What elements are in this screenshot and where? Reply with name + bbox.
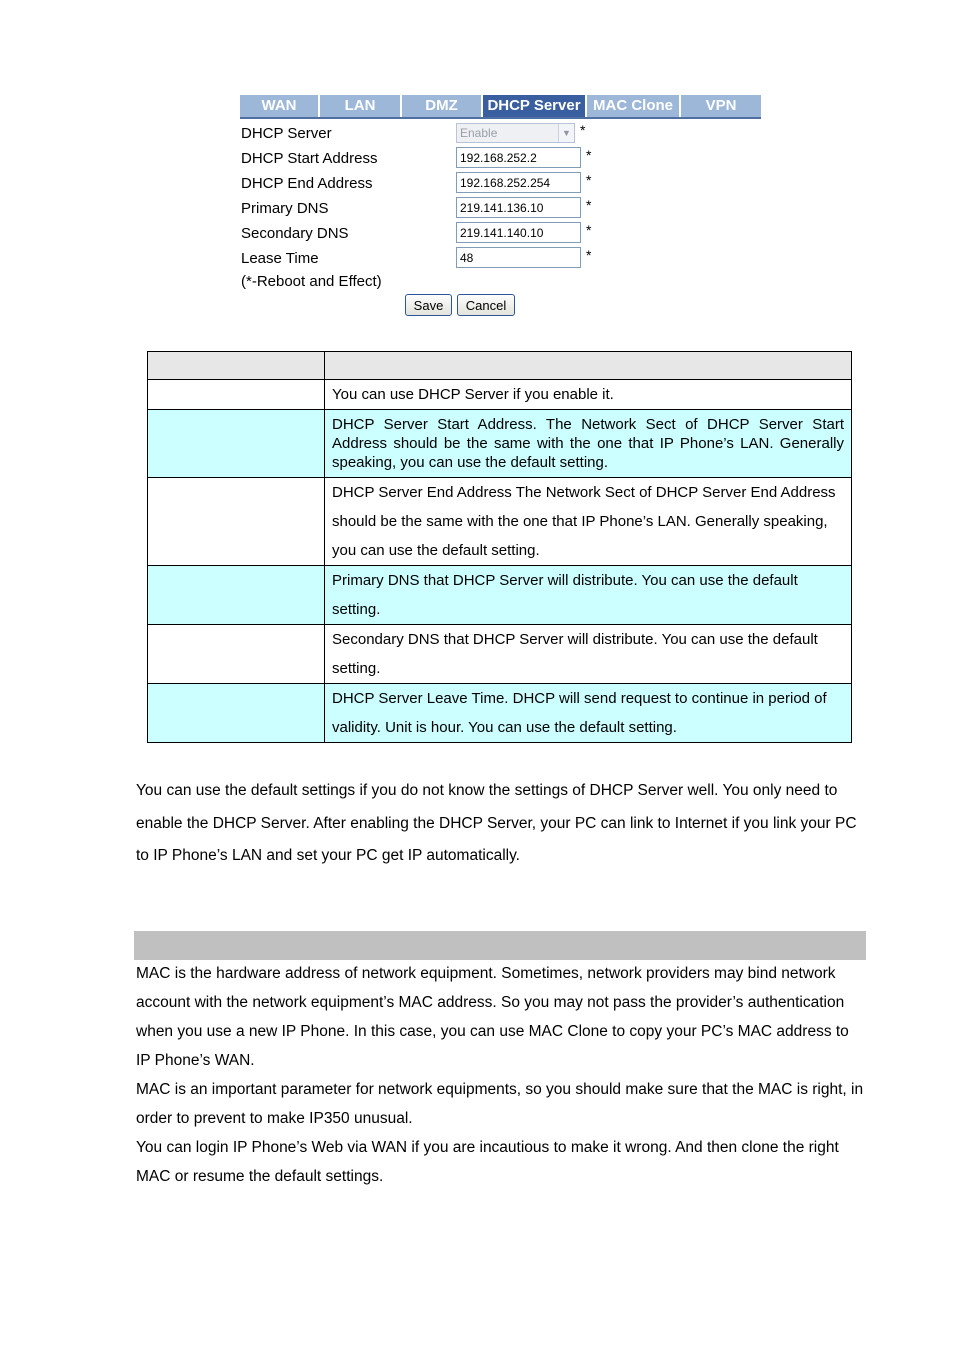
dhcp-start-input[interactable] [456, 147, 581, 168]
primary-dns-input[interactable] [456, 197, 581, 218]
save-button[interactable]: Save [405, 294, 452, 316]
required-mark: * [586, 147, 592, 163]
primary-dns-row [241, 197, 601, 219]
table-cell-name [148, 478, 325, 566]
section-heading-bar [134, 931, 866, 960]
mac-paragraph-3: You can login IP Phone’s Web via WAN if you are incautious to make it wrong. And then clone the right MAC or resume the default settings. [136, 1139, 839, 1185]
lease-time-label: Lease Time [241, 250, 319, 267]
tab-lan[interactable]: LAN [320, 95, 402, 117]
table-cell-description: DHCP Server Leave Time. DHCP will send request to continue in period of validity. Unit is hour. You can use the default setting. [325, 684, 852, 743]
tab-dhcp-server[interactable]: DHCP Server [483, 95, 587, 117]
table-row [148, 625, 852, 684]
dhcp-server-select-value: Enable [460, 126, 498, 140]
tab-wan[interactable]: WAN [240, 95, 320, 117]
reboot-note: (*-Reboot and Effect) [241, 273, 382, 290]
dhcp-server-label: DHCP Server [241, 125, 332, 142]
tab-dmz[interactable]: DMZ [402, 95, 483, 117]
mac-clone-section [136, 959, 866, 1191]
cancel-button[interactable]: Cancel [457, 294, 515, 316]
table-cell-description: Primary DNS that DHCP Server will distribute. You can use the default setting. [325, 566, 852, 625]
lease-time-row [241, 247, 601, 269]
table-cell-description: DHCP Server End Address The Network Sect of DHCP Server End Address should be the same with the one that IP Phone’s LAN. Generally speaking, you can use the default setting. [325, 478, 852, 566]
dhcp-end-label: DHCP End Address [241, 175, 373, 192]
table-row [148, 380, 852, 410]
primary-dns-label: Primary DNS [241, 200, 329, 217]
table-cell-name [148, 410, 325, 478]
table-row [148, 478, 852, 566]
mac-paragraph-2: MAC is an important parameter for network equipments, so you should make sure that the MAC is right, in order to prevent to make IP350 unusual. [136, 1081, 864, 1127]
table-header-cell [325, 352, 852, 380]
table-cell-name [148, 625, 325, 684]
table-cell-description: DHCP Server Start Address. The Network Sect of DHCP Server Start Address should be the same with the one that IP Phone’s LAN. Generally speaking, you can use the default setting. [325, 410, 852, 478]
table-cell-description: You can use DHCP Server if you enable it. [325, 380, 852, 410]
dhcp-start-row [241, 147, 601, 169]
table-header-row [148, 352, 852, 380]
dhcp-server-row [241, 122, 601, 144]
table-row [148, 410, 852, 478]
table-cell-name [148, 566, 325, 625]
table-cell-description: Secondary DNS that DHCP Server will distribute. You can use the default setting. [325, 625, 852, 684]
required-mark: * [580, 122, 586, 138]
required-mark: * [586, 172, 592, 188]
secondary-dns-label: Secondary DNS [241, 225, 349, 242]
mac-paragraph-1: MAC is the hardware address of network equipment. Sometimes, network providers may bind network account with the network equipment’s MAC address. So you may not pass the provider’s authentication when you use a new IP Phone. In this case, you can use MAC Clone to copy your PC’s MAC address to IP Phone’s WAN. [136, 965, 849, 1069]
dhcp-server-select[interactable] [456, 123, 575, 143]
secondary-dns-input[interactable] [456, 222, 581, 243]
table-cell-name [148, 380, 325, 410]
description-table [147, 351, 852, 743]
dhcp-end-row [241, 172, 601, 194]
table-cell-name [148, 684, 325, 743]
secondary-dns-row [241, 222, 601, 244]
dhcp-end-input[interactable] [456, 172, 581, 193]
dhcp-summary-paragraph: You can use the default settings if you do not know the settings of DHCP Server well. You only need to enable the DHCP Server. After enabling the DHCP Server, your PC can link to Internet if you link your PC to IP Phone’s LAN and set your PC get IP automatically. [136, 782, 857, 864]
table-header-cell [148, 352, 325, 380]
tab-bar [240, 95, 761, 119]
required-mark: * [586, 197, 592, 213]
required-mark: * [586, 222, 592, 238]
chevron-down-icon[interactable]: ▼ [558, 124, 574, 142]
table-row [148, 566, 852, 625]
tab-vpn[interactable]: VPN [681, 95, 761, 117]
table-row [148, 684, 852, 743]
dhcp-start-label: DHCP Start Address [241, 150, 378, 167]
tab-mac-clone[interactable]: MAC Clone [587, 95, 681, 117]
lease-time-input[interactable] [456, 247, 581, 268]
required-mark: * [586, 247, 592, 263]
